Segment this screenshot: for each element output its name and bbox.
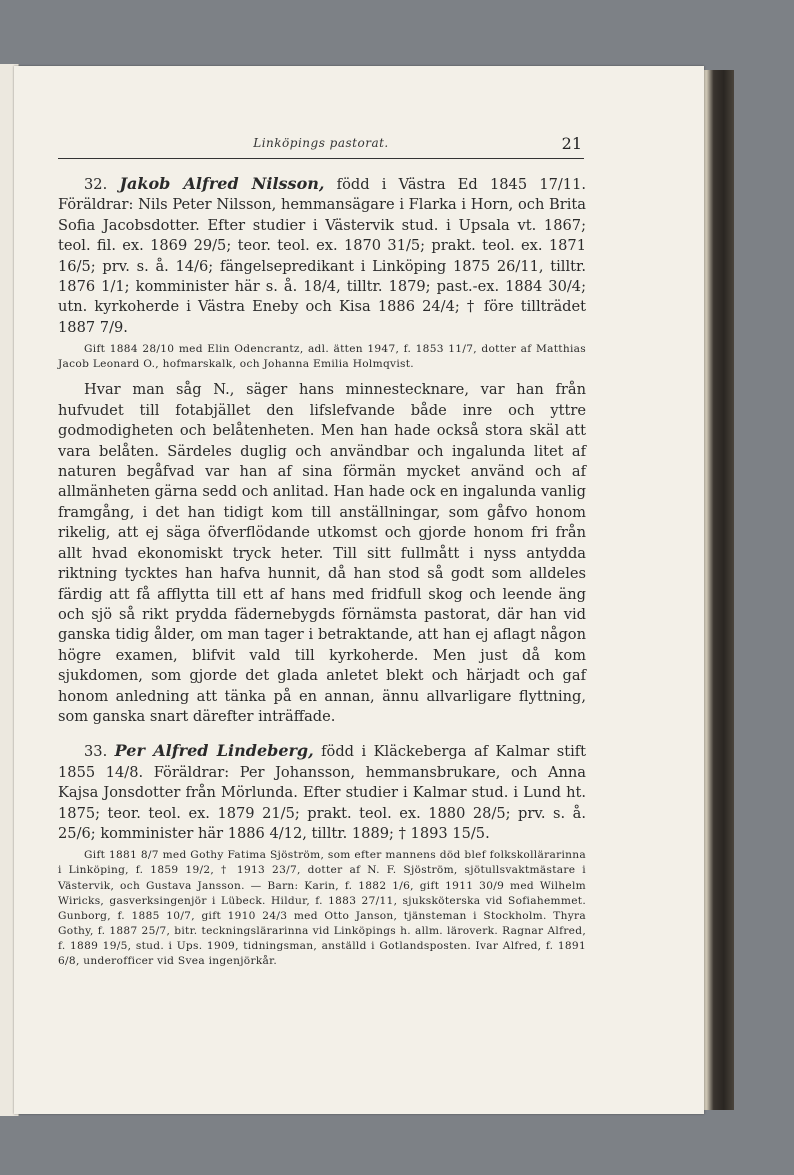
page [14, 66, 704, 1114]
book-edge [700, 70, 734, 1110]
entry-33-note: Gift 1881 8/7 med Gothy Fatima Sjöström, som efter mannens död blef folkskollärarinna i Linköping, f. 1859 19/2, † 1913 23/7, dotter af N. F. Sjöström, sjötullsvaktmästare i Västervik, och Gustava Jansson. — Barn: Karin, f. 1882 1/6, gift 1911 30/9 med Wilhelm Wiricks, gasverksingenjör i Lübeck. Hildur, f. 1883 27/11, sjuksköterska vid Sofiahemmet. Gunborg, f. 1885 10/7, gift 1910 24/3 med Otto Janson, tjänsteman i Stockholm. Thyra Gothy, f. 1887 25/7, bitr. teckningslärarinna vid Linköpings h. allm. läroverk. Ragnar Alfred, f. 1889 19/5, stud. i Ups. 1909, tidningsman, anställd i Gotlandsposten. Ivar Alfred, f. 1891 6/8, underofficer vid Svea ingenjörkår. [58, 849, 586, 968]
running-title: Linköpings pastorat. [253, 136, 389, 150]
entry-33-number: 33. [84, 743, 108, 761]
entry-32-paragraph: Hvar man såg N., säger hans minnestecknare, var han från hufvudet till fotabjället den lifslefvande både inre och yttre godmodigheten och belåtenheten. Men han hade också stora skäl att vara belåten. Särdeles duglig och användbar och ingalunda litet af naturen begåfvad var han af sina förmän mycket använd och af allmänheten gärna sedd och anlitad. Han hade ock en ingalunda vanlig framgång, i det han tidigt kom till anställningar, som gåfvo honom rikelig, att ej säga öfverflödande utkomst och gjorde honom fri från allt hvad ekonomiskt tryck heter. Till sitt fullmått i nyss antydda riktning tycktes han hafva hunnit, då han stod så godt som alldeles färdig att få afflytta till ett af hans med fridfull skog och leende äng och sjö så rikt prydda fädernebygds förnämsta pastorat, där han vid ganska tidig ålder, om man tager i betraktande, att han ej aflagt någon högre examen, blifvit vald till kyrkoherde. Men just då kom sjukdomen, som gjorde det glada anletet blekt och härjadt och gaf honom anledning att tänka på en annan, ännu allvarligare flyttning, som ganska snart därefter inträffade. [58, 381, 586, 725]
entry-33-name: Per Alfred Lindeberg, [114, 741, 314, 761]
entry-32-biography [58, 174, 586, 338]
entry-32-number: 32. [84, 176, 108, 193]
page-header [58, 136, 584, 159]
page-number: 21 [561, 134, 582, 153]
page-body [58, 174, 586, 969]
entry-33-biography [58, 741, 586, 844]
entry-33-text: född i Kläckeberga af Kalmar stift 1855 14/8. Föräldrar: Per Johansson, hemmansbrukare, och Anna Kajsa Jonsdotter från Mörlunda. Efter studier i Kalmar stud. i Lund ht. 1875; teor. teol. ex. 1879 21/5; prakt. teol. ex. 1880 28/5; prv. s. å. 25/6; komminister här 1886 4/12, tilltr. 1889; † 1893 15/5. [58, 743, 587, 842]
entry-32-name: Jakob Alfred Nilsson, [119, 174, 325, 193]
entry-32-text: född i Västra Ed 1845 17/11. Föräldrar: Nils Peter Nilsson, hemmansägare i Flarka i Horn, och Brita Sofia Jacobsdotter. Efter studier i Västervik stud. i Upsala vt. 1867; teol. fil. ex. 1869 29/5; teor. teol. ex. 1870 31/5; prakt. teol. ex. 1871 16/5; prv. s. å. 14/6; fängelsepredikant i Linköping 1875 26/11, tilltr. 1876 1/1; komminister här s. å. 18/4, tilltr. 1879; past.-ex. 1884 30/4; utn. kyrkoherde i Västra Eneby och Kisa 1886 24/4; † före tillträdet 1887 7/9. [58, 176, 587, 336]
entry-32-note: Gift 1884 28/10 med Elin Odencrantz, adl. ätten 1947, f. 1853 11/7, dotter af Matthias Jacob Leonard O., hofmarskalk, och Johanna Emilia Holmqvist. [58, 343, 586, 371]
